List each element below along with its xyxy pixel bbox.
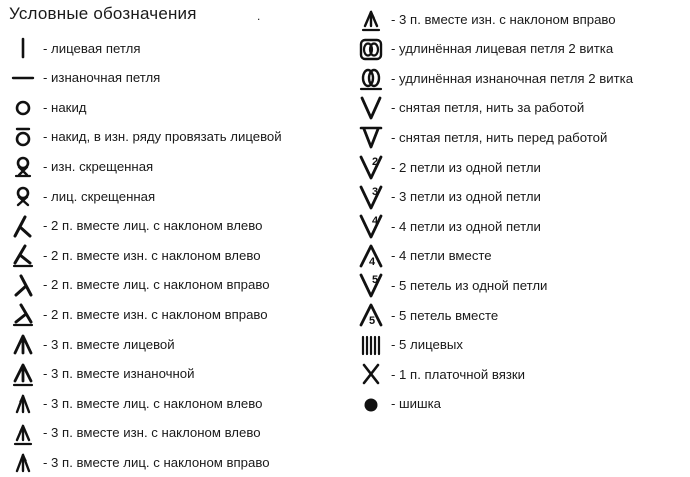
legend-label: - 2 п. вместе изн. с наклоном влево — [43, 247, 261, 263]
legend-label: - лицевая петля — [43, 40, 141, 56]
legend-title: Условные обозначения — [9, 4, 197, 23]
k3tog-right-icon — [9, 449, 37, 475]
dec-5-together-icon — [357, 302, 385, 328]
k3tog-icon — [9, 331, 37, 357]
k2tog-left-icon — [9, 213, 37, 239]
garter-stitch-icon — [357, 361, 385, 387]
legend-item — [9, 63, 160, 93]
legend-item — [9, 211, 262, 241]
legend-item — [9, 92, 87, 122]
legend-label: - 3 петли из одной петли — [391, 189, 541, 205]
legend-label: - 3 п. вместе лиц. с наклоном влево — [43, 395, 263, 411]
svg-text:4: 4 — [369, 255, 376, 268]
legend-item — [9, 240, 261, 270]
legend-item — [9, 359, 194, 389]
legend-label: - накид, в изн. ряду провязать лицевой — [43, 129, 282, 145]
knit-stitch-icon — [9, 35, 37, 61]
dec-4-together-icon — [357, 243, 385, 269]
legend-item — [357, 4, 616, 34]
legend-label: - 2 п. вместе лиц. с наклоном влево — [43, 218, 263, 234]
legend-label: - 2 п. вместе изн. с наклоном вправо — [43, 306, 268, 322]
legend-item — [357, 270, 547, 300]
legend-label: - 5 петель вместе — [391, 307, 499, 323]
legend-item — [9, 329, 175, 359]
elongated-purl-2-wraps-icon — [357, 65, 385, 91]
k2tog-right-icon — [9, 272, 37, 298]
legend-item — [357, 182, 541, 212]
legend-label: - 3 п. вместе изнаночной — [43, 366, 195, 382]
legend-item — [357, 152, 541, 182]
legend-label: - 1 п. платочной вязки — [391, 366, 526, 382]
legend-label: - лиц. скрещенная — [43, 188, 156, 204]
p3tog-left-icon — [9, 420, 37, 446]
legend-item — [9, 33, 140, 63]
legend-label: - снятая петля, нить за работой — [391, 100, 585, 116]
legend-label: - 5 лицевых — [391, 337, 463, 353]
legend-item — [357, 63, 633, 93]
inc-4-from-1-icon — [357, 213, 385, 239]
legend-item — [9, 299, 268, 329]
twisted-knit-icon — [9, 183, 37, 209]
purl-stitch-icon — [9, 65, 37, 91]
elongated-knit-2-wraps-icon — [357, 36, 385, 62]
twisted-purl-icon — [9, 153, 37, 179]
slip-yarn-back-icon — [357, 95, 385, 121]
legend-item — [357, 330, 463, 360]
legend-item — [9, 181, 155, 211]
legend-item — [9, 418, 261, 448]
legend-label: - 3 п. вместе лицевой — [43, 336, 175, 352]
p2tog-right-icon — [9, 301, 37, 327]
legend-label: - 3 п. вместе изн. с наклоном влево — [43, 425, 261, 441]
legend-item — [357, 122, 607, 152]
legend-label: - 5 петель из одной петли — [391, 277, 548, 293]
p2tog-left-icon — [9, 242, 37, 268]
legend-label: - шишка — [391, 396, 441, 412]
slip-yarn-front-icon — [357, 124, 385, 150]
bobble-icon — [357, 391, 385, 417]
inc-2-from-1-icon — [357, 154, 385, 180]
legend-item — [357, 359, 525, 389]
legend-label: - накид — [43, 99, 87, 115]
p3tog-icon — [9, 361, 37, 387]
legend-label: - изнаночная петля — [43, 70, 161, 86]
legend-item — [357, 389, 441, 419]
yarn-over-knit-on-wrong-side-icon — [9, 124, 37, 150]
k3tog-left-icon — [9, 390, 37, 416]
svg-text:5: 5 — [372, 274, 379, 287]
stray-dot: . — [257, 9, 261, 23]
legend-label: - удлинённая изнаночная петля 2 витка — [391, 70, 634, 86]
legend-label: - 3 п. вместе изн. с наклоном вправо — [391, 11, 616, 27]
legend-label: - 4 петли вместе — [391, 248, 492, 264]
svg-text:2: 2 — [372, 156, 379, 168]
yarn-over-icon — [9, 94, 37, 120]
svg-text:5: 5 — [369, 315, 376, 327]
svg-text:4: 4 — [372, 215, 379, 228]
inc-5-from-1-icon — [357, 272, 385, 298]
legend-item — [357, 93, 584, 123]
legend-label: - 2 п. вместе лиц. с наклоном вправо — [43, 277, 270, 293]
legend-label: - 4 петли из одной петли — [391, 218, 541, 234]
legend-item — [9, 122, 282, 152]
inc-3-from-1-icon — [357, 184, 385, 210]
legend-label: - снятая петля, нить перед работой — [391, 129, 608, 145]
legend-item — [357, 300, 498, 330]
legend-item — [357, 241, 492, 271]
legend-label: - изн. скрещенная — [43, 158, 154, 174]
legend-label: - 3 п. вместе лиц. с наклоном вправо — [43, 454, 270, 470]
legend-item — [9, 151, 153, 181]
five-knit-icon — [357, 332, 385, 358]
p3tog-right-icon — [357, 6, 385, 32]
legend-item — [357, 34, 613, 64]
legend-item — [9, 270, 270, 300]
legend-label: - удлинённая лицевая петля 2 витка — [391, 41, 614, 57]
legend-item — [357, 211, 541, 241]
legend-item — [9, 388, 262, 418]
legend-label: - 2 петли из одной петли — [391, 159, 541, 175]
svg-text:3: 3 — [372, 185, 379, 198]
